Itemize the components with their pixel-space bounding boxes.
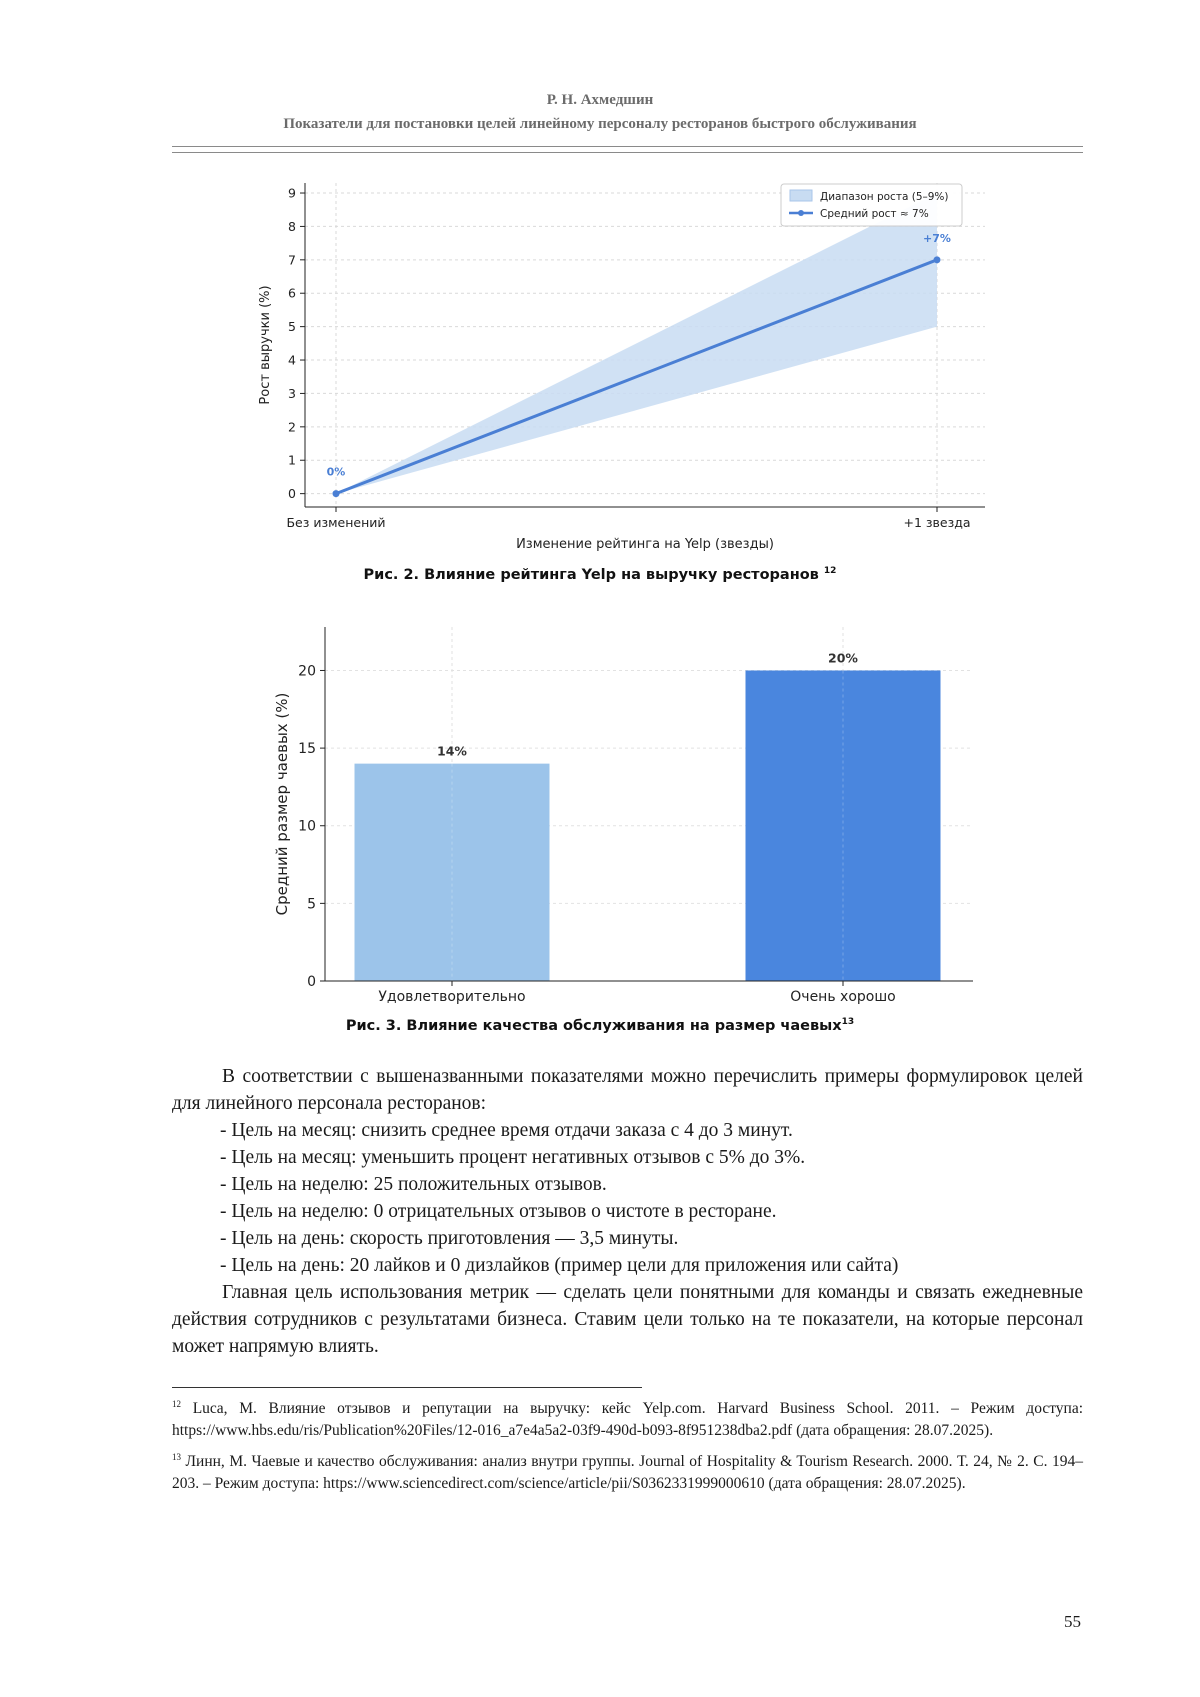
y-tick-label: 8 bbox=[288, 218, 296, 234]
running-header-title: Показатели для постановки целей линейному персоналу ресторанов быстрого обслуживания bbox=[283, 116, 917, 132]
footnote-text: Линн, М. Чаевые и качество обслуживания: анализ внутри группы. Journal of Hospitality & Tourism Research. 2000. Т. 24, № 2. С. 194–203. – Режим доступа: https://www.sciencedirect.com/science/article/pii/S0362331999000610 (дата обращения: 28.07.2025). bbox=[172, 1453, 1084, 1493]
y-tick-label: 4 bbox=[288, 352, 296, 368]
y-tick-label: 3 bbox=[288, 385, 296, 401]
figure-2-caption-text: Рис. 2. Влияние рейтинга Yelp на выручку ресторанов bbox=[363, 566, 819, 583]
goal-item: - Цель на день: скорость приготовления — 3,5 минуты. bbox=[220, 1228, 679, 1249]
intro-paragraph: В соответствии с вышеназванными показателями можно перечислить примеры формулировок целей для линейного персонала ресторанов: bbox=[172, 1066, 1083, 1114]
footnote-13 bbox=[172, 1446, 1083, 1495]
y-tick-label: 6 bbox=[288, 285, 296, 301]
bar bbox=[746, 670, 941, 981]
y-axis-label: Средний размер чаевых (%) bbox=[273, 692, 291, 916]
footnote-marker: 12 bbox=[172, 1399, 181, 1409]
y-axis-label: Рост выручки (%) bbox=[258, 285, 273, 405]
y-tick-label: 5 bbox=[307, 896, 316, 913]
y-tick-label: 1 bbox=[288, 452, 296, 468]
legend-line-label: Средний рост ≈ 7% bbox=[820, 208, 929, 220]
y-tick-label: 10 bbox=[298, 818, 316, 835]
running-header-author: Р. Н. Ахмедшин bbox=[546, 92, 654, 108]
bar-value-label: 20% bbox=[828, 650, 858, 666]
legend-band-label: Диапазон роста (5–9%) bbox=[820, 191, 949, 203]
y-tick-label: 9 bbox=[288, 185, 296, 201]
footnote-text: Luca, M. Влияние отзывов и репутации на выручку: кейс Yelp.com. Harvard Business School. 2011. – Режим доступа: https://www.hbs.edu/ris/Publication%20Files/12-016_a7e4a5a2-03f9-490d-b093-8f951238dba2.pdf (дата обращения: 28.07.2025). bbox=[172, 1400, 1084, 1440]
y-tick-label: 5 bbox=[288, 319, 296, 335]
body-text bbox=[172, 1063, 1083, 1360]
point-label: 0% bbox=[326, 465, 346, 479]
goal-item: - Цель на неделю: 25 положительных отзывов. bbox=[220, 1174, 607, 1195]
point-label: +7% bbox=[923, 231, 951, 245]
footnotes bbox=[172, 1393, 1083, 1499]
x-tick-label: Без изменений bbox=[286, 515, 386, 530]
figure-3-caption-text: Рис. 3. Влияние качества обслуживания на размер чаевых bbox=[345, 1017, 842, 1034]
figure-3-footnote-ref: 13 bbox=[841, 1017, 855, 1027]
x-tick-label: +1 звезда bbox=[903, 515, 971, 530]
y-tick-label: 0 bbox=[307, 974, 316, 990]
conclusion-paragraph: Главная цель использования метрик — сделать цели понятными для команды и связать ежедневные действия сотрудников с результатами бизнеса. Ставим цели только на те показатели, на которые персонал может напрямую влиять. bbox=[172, 1282, 1083, 1357]
x-tick-label: Очень хорошо bbox=[790, 989, 896, 1005]
goal-item: - Цель на неделю: 0 отрицательных отзывов о чистоте в ресторане. bbox=[220, 1201, 777, 1222]
y-tick-label: 0 bbox=[288, 486, 296, 502]
y-tick-label: 15 bbox=[298, 741, 316, 758]
x-axis-label: Изменение рейтинга на Yelp (звезды) bbox=[516, 537, 774, 552]
y-tick-label: 7 bbox=[288, 252, 296, 268]
page-number: 55 bbox=[1064, 1612, 1081, 1631]
figure-2-footnote-ref: 12 bbox=[823, 566, 837, 576]
goal-item: - Цель на месяц: снизить среднее время отдачи заказа с 4 до 3 минут. bbox=[220, 1120, 793, 1141]
bar-value-label: 14% bbox=[437, 743, 467, 759]
y-tick-label: 20 bbox=[298, 663, 316, 680]
footnote-12 bbox=[172, 1393, 1083, 1442]
figure-3-caption bbox=[0, 1017, 1200, 1034]
goal-item: - Цель на месяц: уменьшить процент негативных отзывов с 5% до 3%. bbox=[220, 1147, 806, 1168]
y-tick-label: 2 bbox=[288, 419, 296, 435]
goal-item: - Цель на день: 20 лайков и 0 дизлайков (пример цели для приложения или сайта) bbox=[220, 1255, 899, 1276]
footnote-marker: 13 bbox=[172, 1452, 181, 1463]
footnote-rule bbox=[172, 1387, 642, 1388]
x-tick-label: Удовлетворительно bbox=[378, 989, 526, 1005]
